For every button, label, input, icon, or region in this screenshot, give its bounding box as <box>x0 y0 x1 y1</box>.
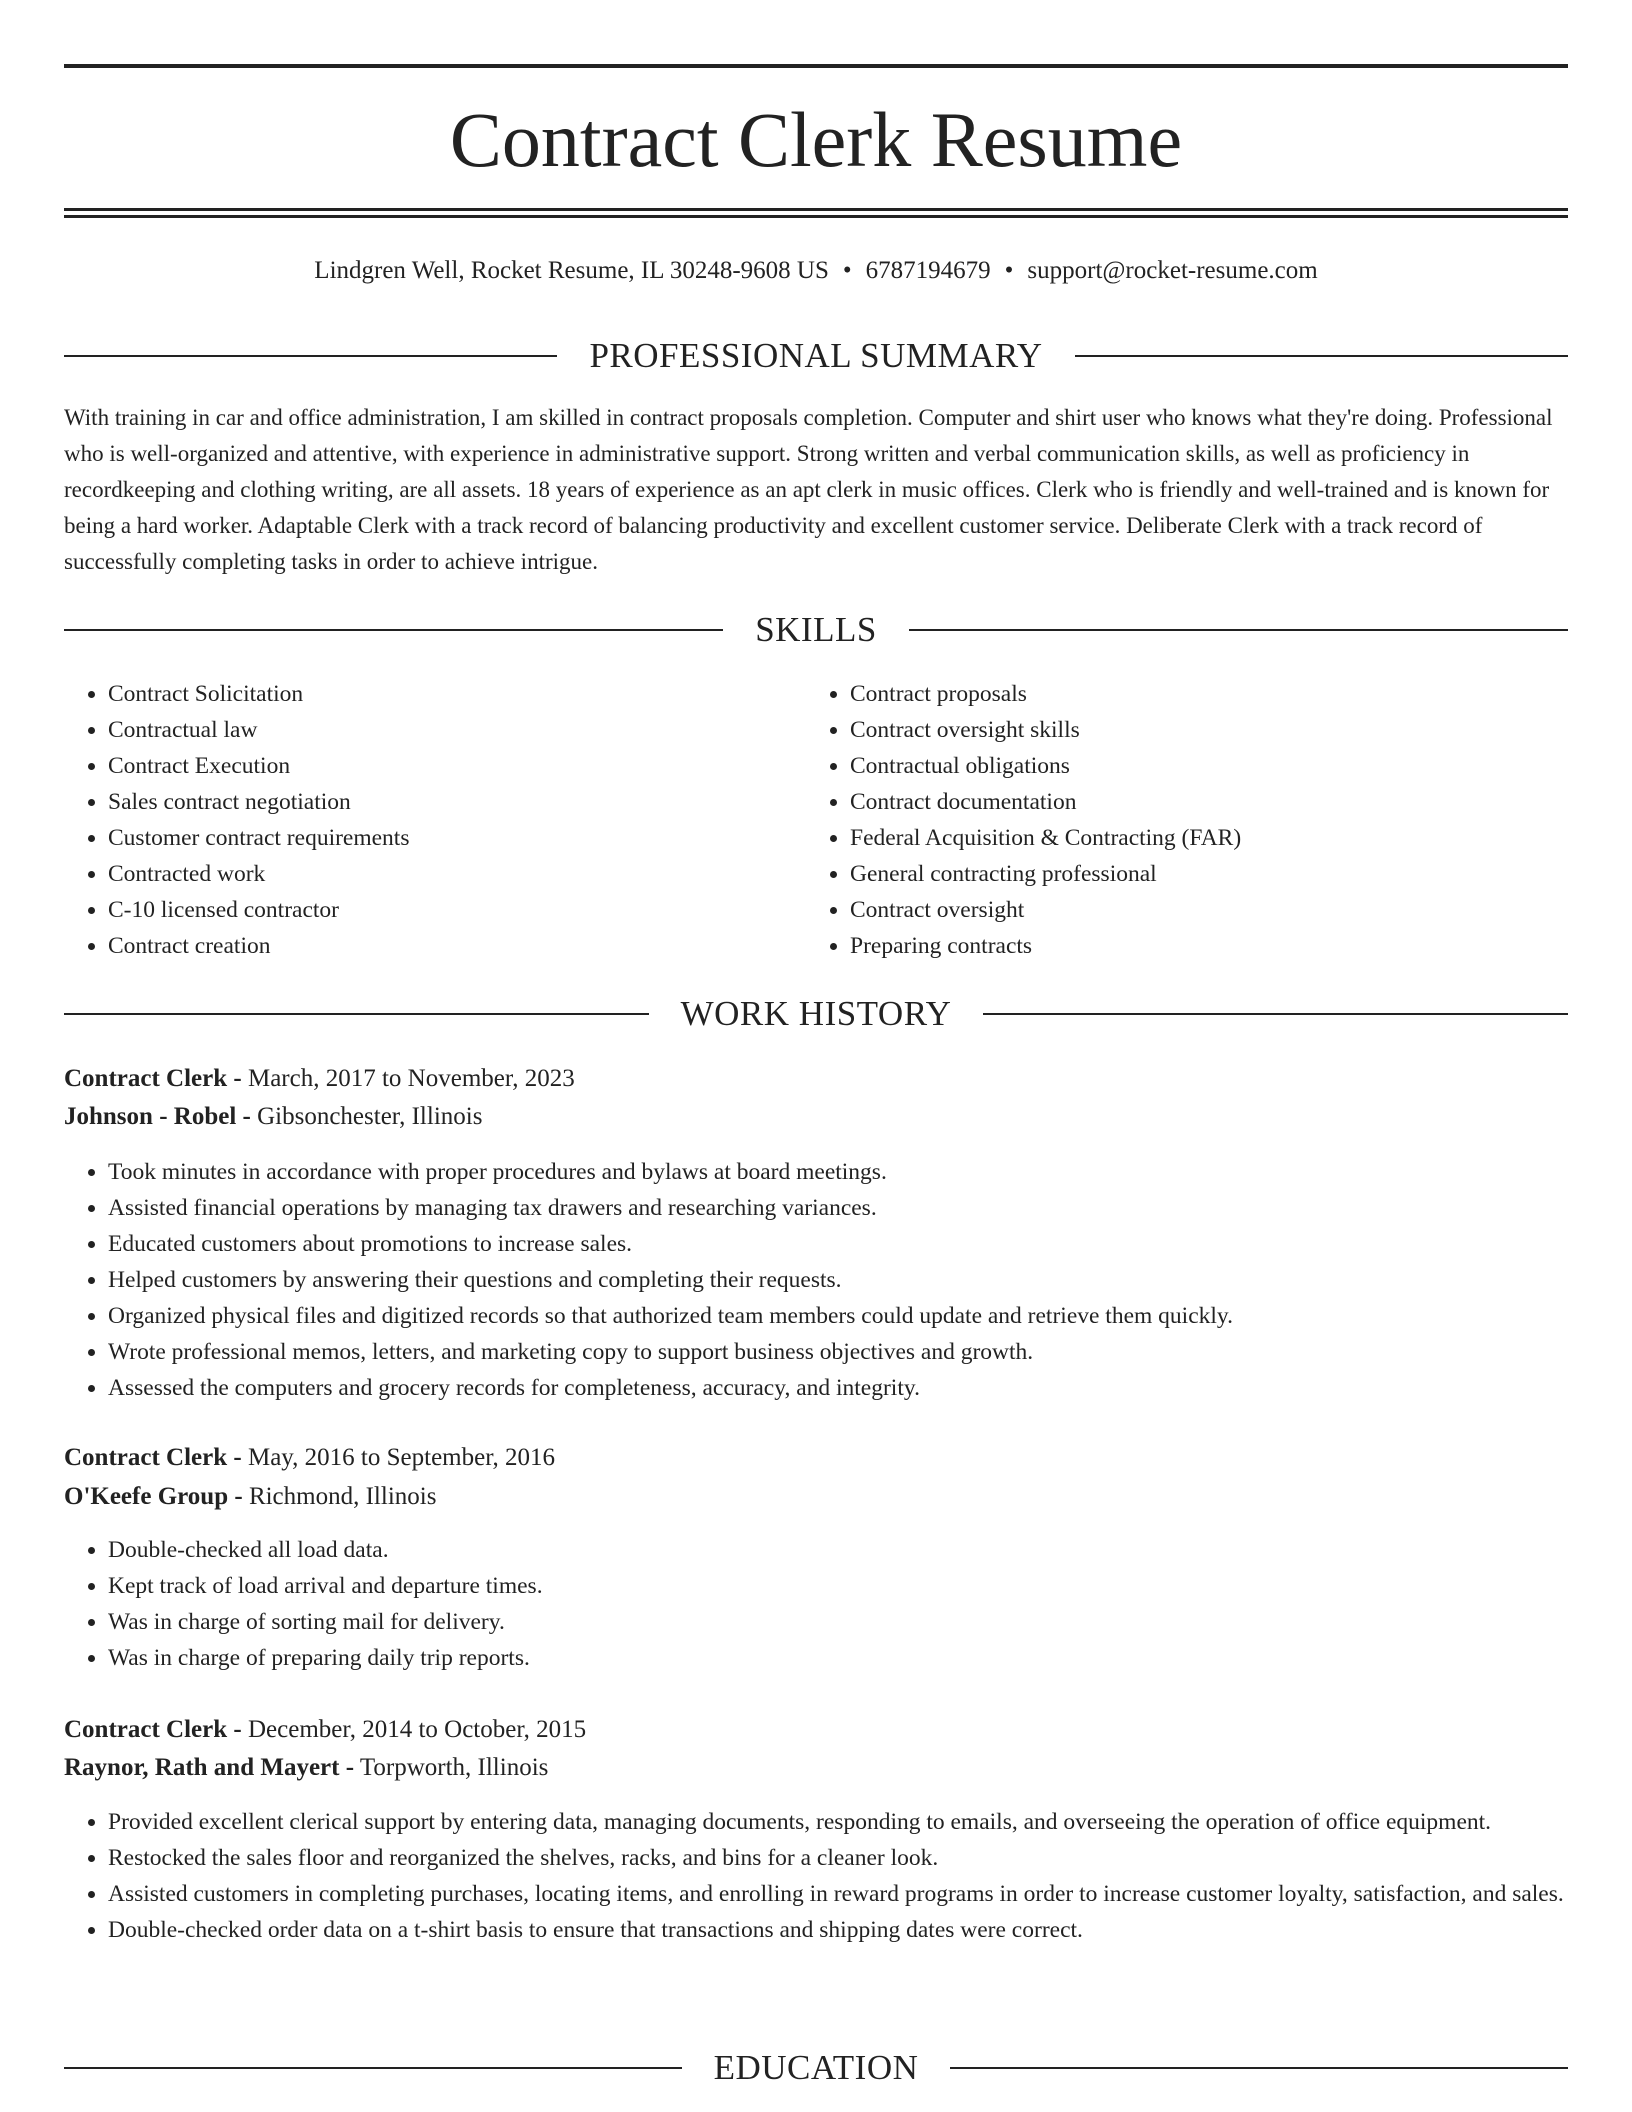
joiner: - <box>233 1444 242 1471</box>
section-rule <box>909 629 1568 631</box>
job-bullet: • Double-checked order data on a t-shirt basis to ensure that transactions and shipping dates were correct. <box>108 1912 1568 1948</box>
skill-item: • Contract documentation <box>850 784 1610 820</box>
top-rule <box>64 64 1568 68</box>
section-rule <box>983 1013 1568 1015</box>
job-bullets <box>64 1532 1568 1676</box>
contact-email: support@rocket-resume.com <box>1027 257 1318 284</box>
job-bullet: • Restocked the sales floor and reorganized the shelves, racks, and bins for a cleaner look. <box>108 1840 1568 1876</box>
skill-item: • Contractual obligations <box>850 748 1610 784</box>
job-company: Johnson - Robel <box>64 1103 237 1130</box>
contact-address: Lindgren Well, Rocket Resume, IL 30248-9608 US <box>314 257 829 284</box>
summary-text: With training in car and office administration, I am skilled in contract proposals completion. Computer and shirt user who knows what they're doing. Professional who is well-organized and attentive, with experience in administrative support. Strong written and verbal communication skills, as well as proficiency in recordkeeping and clothing writing, are all assets. 18 years of experience as an apt clerk in music offices. Clerk who is friendly and well-trained and is known for being a hard worker. Adaptable Clerk with a track record of balancing productivity and excellent customer service. Deliberate Clerk with a track record of successfully completing tasks in order to achieve intrigue. <box>64 405 1553 574</box>
skill-item: • C-10 licensed contractor <box>108 892 808 928</box>
skill-item: • Customer contract requirements <box>108 820 808 856</box>
job-title: Contract Clerk <box>64 1065 228 1092</box>
job-location: Richmond, Illinois <box>248 1483 437 1510</box>
job-location: Gibsonchester, Illinois <box>257 1103 483 1130</box>
job-bullet: • Assisted financial operations by managing tax drawers and researching variances. <box>108 1190 1568 1226</box>
joiner: - <box>234 1483 243 1510</box>
section-rule <box>64 629 723 631</box>
section-rule <box>950 2067 1568 2069</box>
job-company-line <box>64 1099 1568 1135</box>
section-header-summary <box>64 334 1568 378</box>
title-rule-lower <box>64 215 1568 218</box>
job-title-line <box>64 1061 1568 1097</box>
job-title-line <box>64 1712 1568 1748</box>
skills-list-left <box>64 676 808 964</box>
skill-item: • General contracting professional <box>850 856 1610 892</box>
job-bullet: • Was in charge of sorting mail for delivery. <box>108 1604 1568 1640</box>
skill-item: • Contract oversight <box>850 892 1610 928</box>
section-title-work-history: WORK HISTORY <box>680 994 952 1033</box>
section-title-skills: SKILLS <box>755 610 877 649</box>
job-company: Raynor, Rath and Mayert <box>64 1754 340 1781</box>
job-company-line <box>64 1750 1568 1786</box>
skill-item: • Contract proposals <box>850 676 1610 712</box>
job-title: Contract Clerk <box>64 1444 228 1471</box>
section-title-education: EDUCATION <box>713 2048 919 2087</box>
skill-item: • Federal Acquisition & Contracting (FAR) <box>850 820 1610 856</box>
section-rule <box>1075 355 1568 357</box>
job-dates: December, 2014 to October, 2015 <box>247 1716 587 1743</box>
skill-item: • Contract Execution <box>108 748 808 784</box>
job-company-line <box>64 1479 1568 1515</box>
section-title-summary: PROFESSIONAL SUMMARY <box>589 336 1043 375</box>
section-header-work-history <box>64 992 1568 1036</box>
skill-item: • Contract Solicitation <box>108 676 808 712</box>
job-bullet: • Organized physical files and digitized records so that authorized team members could update and retrieve them quickly. <box>108 1298 1568 1334</box>
job-dates: March, 2017 to November, 2023 <box>247 1065 575 1092</box>
section-header-education <box>64 2046 1568 2090</box>
section-header-skills <box>64 608 1568 652</box>
section-rule <box>64 1013 649 1015</box>
skill-item: • Sales contract negotiation <box>108 784 808 820</box>
contact-separator: • <box>842 257 852 284</box>
job-bullets <box>64 1804 1568 1948</box>
job-bullets <box>64 1154 1568 1406</box>
job-company: O'Keefe Group <box>64 1483 229 1510</box>
job-bullet: • Provided excellent clerical support by entering data, managing documents, responding to emails, and overseeing the operation of office equipment. <box>108 1804 1568 1840</box>
skills-list-right <box>806 676 1610 964</box>
joiner: - <box>233 1065 242 1092</box>
skill-item: • Contract creation <box>108 928 808 964</box>
skill-item: • Contract oversight skills <box>850 712 1610 748</box>
skill-item: • Contractual law <box>108 712 808 748</box>
job-bullet: • Took minutes in accordance with proper procedures and bylaws at board meetings. <box>108 1154 1568 1190</box>
section-rule <box>64 355 557 357</box>
job-bullet: • Was in charge of preparing daily trip reports. <box>108 1640 1568 1676</box>
joiner: - <box>345 1754 355 1781</box>
skill-item: • Preparing contracts <box>850 928 1610 964</box>
job-bullet: • Wrote professional memos, letters, and marketing copy to support business objectives and growth. <box>108 1334 1568 1370</box>
job-bullet: • Assisted customers in completing purchases, locating items, and enrolling in reward programs in order to increase customer loyalty, satisfaction, and sales. <box>108 1876 1568 1912</box>
section-rule <box>64 2067 682 2069</box>
resume-title: Contract Clerk Resume <box>449 96 1183 183</box>
job-title-line <box>64 1440 1568 1476</box>
contact-separator: • <box>1004 257 1014 284</box>
job-bullet: • Kept track of load arrival and departure times. <box>108 1568 1568 1604</box>
skill-item: • Contracted work <box>108 856 808 892</box>
title-rule-upper <box>64 208 1568 211</box>
job-bullet: • Double-checked all load data. <box>108 1532 1568 1568</box>
contact-line <box>0 255 1632 287</box>
joiner: - <box>233 1716 242 1743</box>
job-title: Contract Clerk <box>64 1716 228 1743</box>
contact-phone: 6787194679 <box>865 257 991 284</box>
job-location: Torpworth, Illinois <box>359 1754 549 1781</box>
joiner: - <box>242 1103 251 1130</box>
job-bullet: • Helped customers by answering their questions and completing their requests. <box>108 1262 1568 1298</box>
job-dates: May, 2016 to September, 2016 <box>247 1444 556 1471</box>
job-bullet: • Educated customers about promotions to increase sales. <box>108 1226 1568 1262</box>
job-bullet: • Assessed the computers and grocery records for completeness, accuracy, and integrity. <box>108 1370 1568 1406</box>
